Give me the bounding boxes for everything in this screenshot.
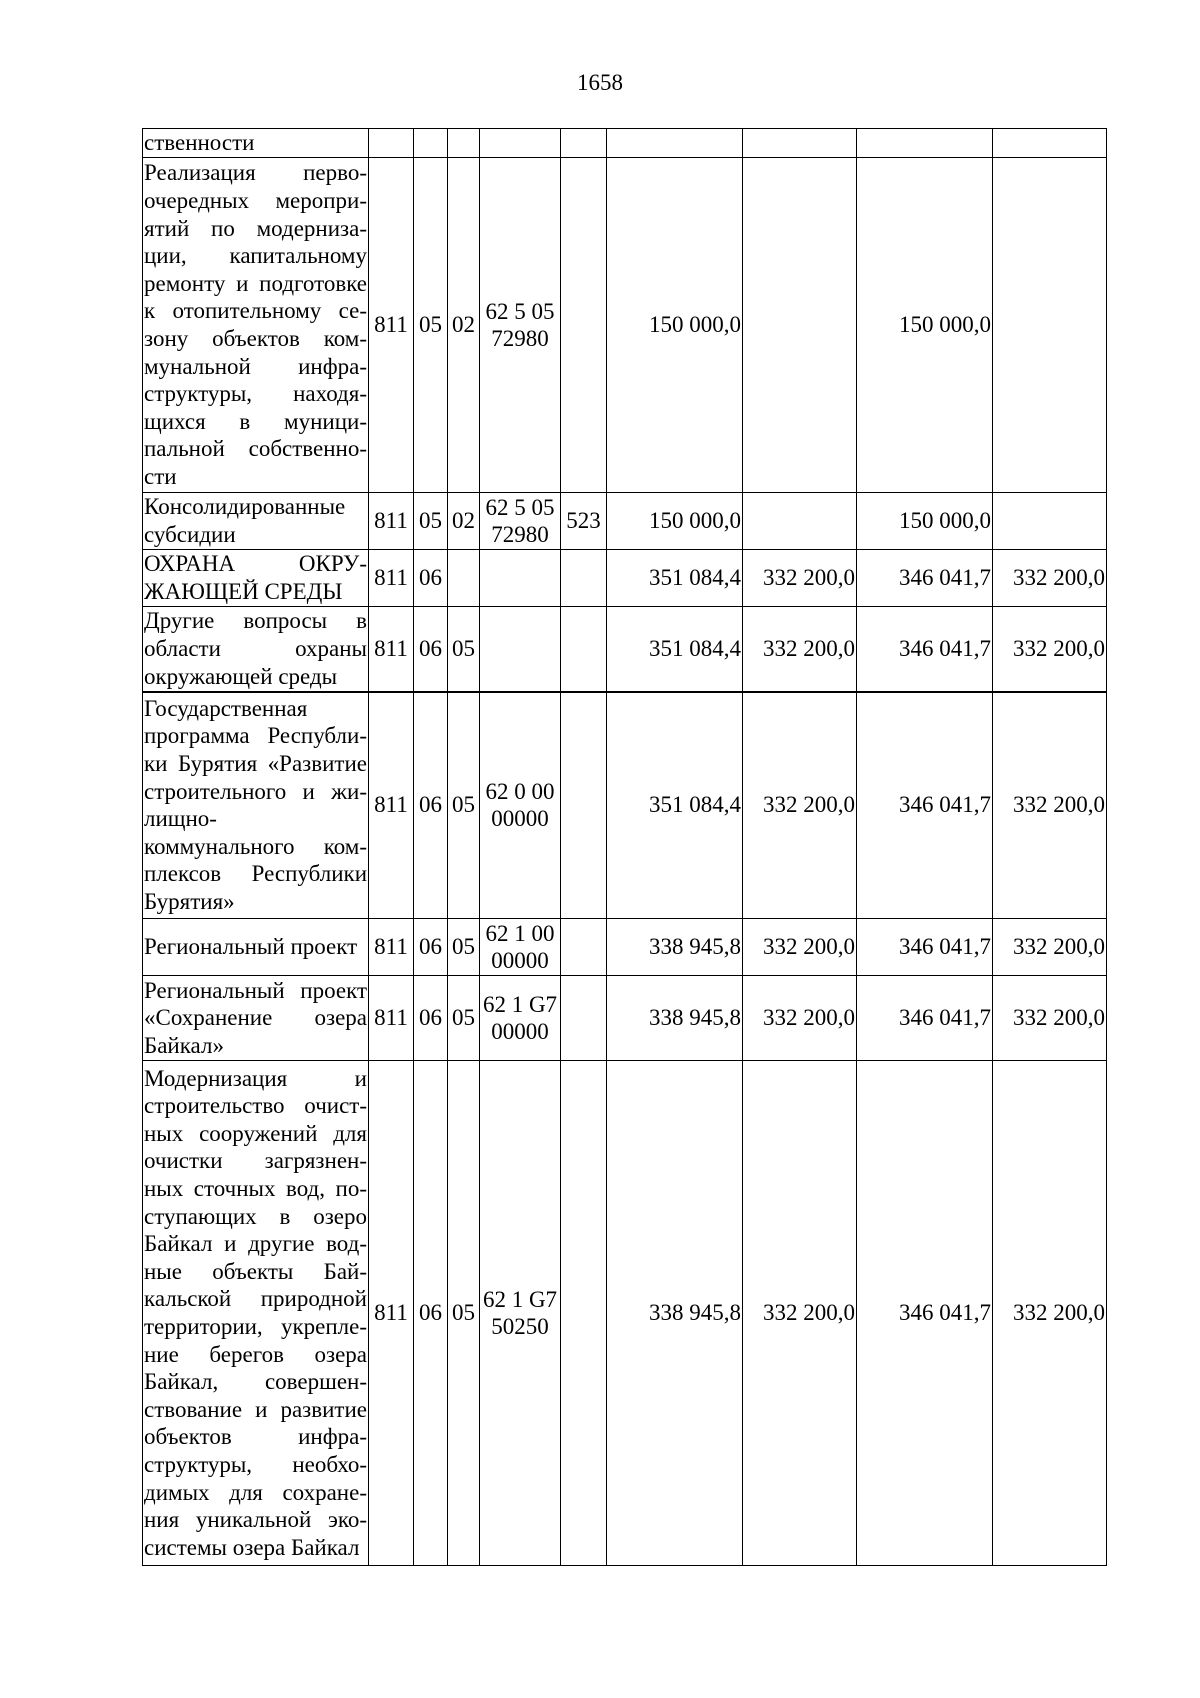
row-name: Модернизация и строительство очист-ных сооружений для очистки загрязнен-ных сточных вод, по-ступающих в озеро Байкал и другие вод-ные объекты Бай-кальской природной территории, укрепле-ние берегов озера Байкал, совершен-ствование и развитие объектов инфра-структуры, необхо-димых для сохране-ния уникальной эко-системы озера Байкал (143, 1061, 369, 1566)
amount-3-cell: 150 000,0 (857, 493, 993, 550)
table-row (143, 692, 1107, 919)
table-row (143, 493, 1107, 550)
ved-cell: 811 (369, 607, 414, 692)
section-cell: 06 (414, 976, 448, 1061)
ved-cell: 811 (369, 919, 414, 976)
ved-cell: 811 (369, 1061, 414, 1566)
amount-1-cell: 351 084,4 (607, 550, 743, 607)
amount-1-cell: 351 084,4 (607, 692, 743, 919)
ved-cell (369, 129, 414, 158)
table-row (143, 129, 1107, 158)
subsection-cell: 05 (448, 607, 480, 692)
amount-2-cell (743, 129, 857, 158)
subsection-cell: 05 (448, 1061, 480, 1566)
row-name: Государственная программа Республи-ки Бурятия «Развитие строительного и жи-лищно-коммунального ком-плексов Республики Бурятия» (143, 692, 369, 919)
target-code-cell (480, 129, 561, 158)
subsection-cell: 05 (448, 976, 480, 1061)
amount-4-cell: 332 200,0 (993, 976, 1107, 1061)
section-cell: 06 (414, 692, 448, 919)
amount-3-cell: 346 041,7 (857, 1061, 993, 1566)
row-name: Реализация перво-очередных меропри-ятий по модерниза-ции, капитальному ремонту и подготовке к отопительному се-зону объектов ком-мунальной инфра-структуры, находя-щихся в муници-пальной собственно-сти (143, 158, 369, 493)
amount-3-cell: 346 041,7 (857, 976, 993, 1061)
amount-1-cell: 150 000,0 (607, 158, 743, 493)
amount-4-cell: 332 200,0 (993, 919, 1107, 976)
row-name: Консолидированные субсидии (143, 493, 369, 550)
amount-4-cell (993, 129, 1107, 158)
section-cell (414, 129, 448, 158)
amount-1-cell (607, 129, 743, 158)
amount-3-cell: 346 041,7 (857, 607, 993, 692)
row-name: ственности (143, 129, 369, 158)
expense-type-cell (561, 976, 607, 1061)
amount-3-cell: 150 000,0 (857, 158, 993, 493)
expense-type-cell (561, 1061, 607, 1566)
subsection-cell (448, 129, 480, 158)
amount-4-cell: 332 200,0 (993, 1061, 1107, 1566)
target-code-cell (480, 607, 561, 692)
amount-4-cell (993, 493, 1107, 550)
amount-2-cell: 332 200,0 (743, 976, 857, 1061)
amount-4-cell (993, 158, 1107, 493)
target-code-cell: 62 1 G7 50250 (480, 1061, 561, 1566)
expense-type-cell (561, 919, 607, 976)
target-code-cell (480, 550, 561, 607)
section-cell: 06 (414, 550, 448, 607)
amount-2-cell: 332 200,0 (743, 919, 857, 976)
subsection-cell: 05 (448, 919, 480, 976)
expense-type-cell (561, 550, 607, 607)
expense-type-cell (561, 607, 607, 692)
table-row (143, 919, 1107, 976)
subsection-cell: 02 (448, 158, 480, 493)
target-code-cell: 62 5 05 72980 (480, 158, 561, 493)
amount-3-cell: 346 041,7 (857, 919, 993, 976)
expense-type-cell (561, 158, 607, 493)
target-code-cell: 62 5 05 72980 (480, 493, 561, 550)
target-code-cell: 62 1 00 00000 (480, 919, 561, 976)
amount-4-cell: 332 200,0 (993, 607, 1107, 692)
row-name: Другие вопросы в области охраны окружающей среды (143, 607, 369, 692)
subsection-cell: 02 (448, 493, 480, 550)
amount-2-cell (743, 158, 857, 493)
section-cell: 06 (414, 919, 448, 976)
expense-type-cell (561, 129, 607, 158)
subsection-cell: 05 (448, 692, 480, 919)
ved-cell: 811 (369, 493, 414, 550)
section-cell: 05 (414, 493, 448, 550)
ved-cell: 811 (369, 550, 414, 607)
expense-type-cell: 523 (561, 493, 607, 550)
section-cell: 05 (414, 158, 448, 493)
table-row (143, 976, 1107, 1061)
amount-3-cell (857, 129, 993, 158)
amount-4-cell: 332 200,0 (993, 692, 1107, 919)
table-row (143, 607, 1107, 692)
amount-1-cell: 150 000,0 (607, 493, 743, 550)
amount-4-cell: 332 200,0 (993, 550, 1107, 607)
amount-1-cell: 351 084,4 (607, 607, 743, 692)
budget-table (142, 128, 1107, 1566)
table-row (143, 158, 1107, 493)
ved-cell: 811 (369, 976, 414, 1061)
amount-1-cell: 338 945,8 (607, 919, 743, 976)
amount-3-cell: 346 041,7 (857, 550, 993, 607)
table-row (143, 550, 1107, 607)
table-row (143, 1061, 1107, 1566)
amount-2-cell (743, 493, 857, 550)
section-cell: 06 (414, 1061, 448, 1566)
amount-2-cell: 332 200,0 (743, 607, 857, 692)
amount-2-cell: 332 200,0 (743, 550, 857, 607)
amount-2-cell: 332 200,0 (743, 1061, 857, 1566)
target-code-cell: 62 0 00 00000 (480, 692, 561, 919)
row-name: Региональный проект «Сохранение озера Байкал» (143, 976, 369, 1061)
page-number: 1658 (577, 70, 623, 95)
amount-2-cell: 332 200,0 (743, 692, 857, 919)
section-cell: 06 (414, 607, 448, 692)
amount-1-cell: 338 945,8 (607, 1061, 743, 1566)
target-code-cell: 62 1 G7 00000 (480, 976, 561, 1061)
ved-cell: 811 (369, 692, 414, 919)
row-name: ОХРАНА ОКРУ-ЖАЮЩЕЙ СРЕДЫ (143, 550, 369, 607)
row-name: Региональный проект (143, 919, 369, 976)
subsection-cell (448, 550, 480, 607)
expense-type-cell (561, 692, 607, 919)
ved-cell: 811 (369, 158, 414, 493)
amount-3-cell: 346 041,7 (857, 692, 993, 919)
amount-1-cell: 338 945,8 (607, 976, 743, 1061)
